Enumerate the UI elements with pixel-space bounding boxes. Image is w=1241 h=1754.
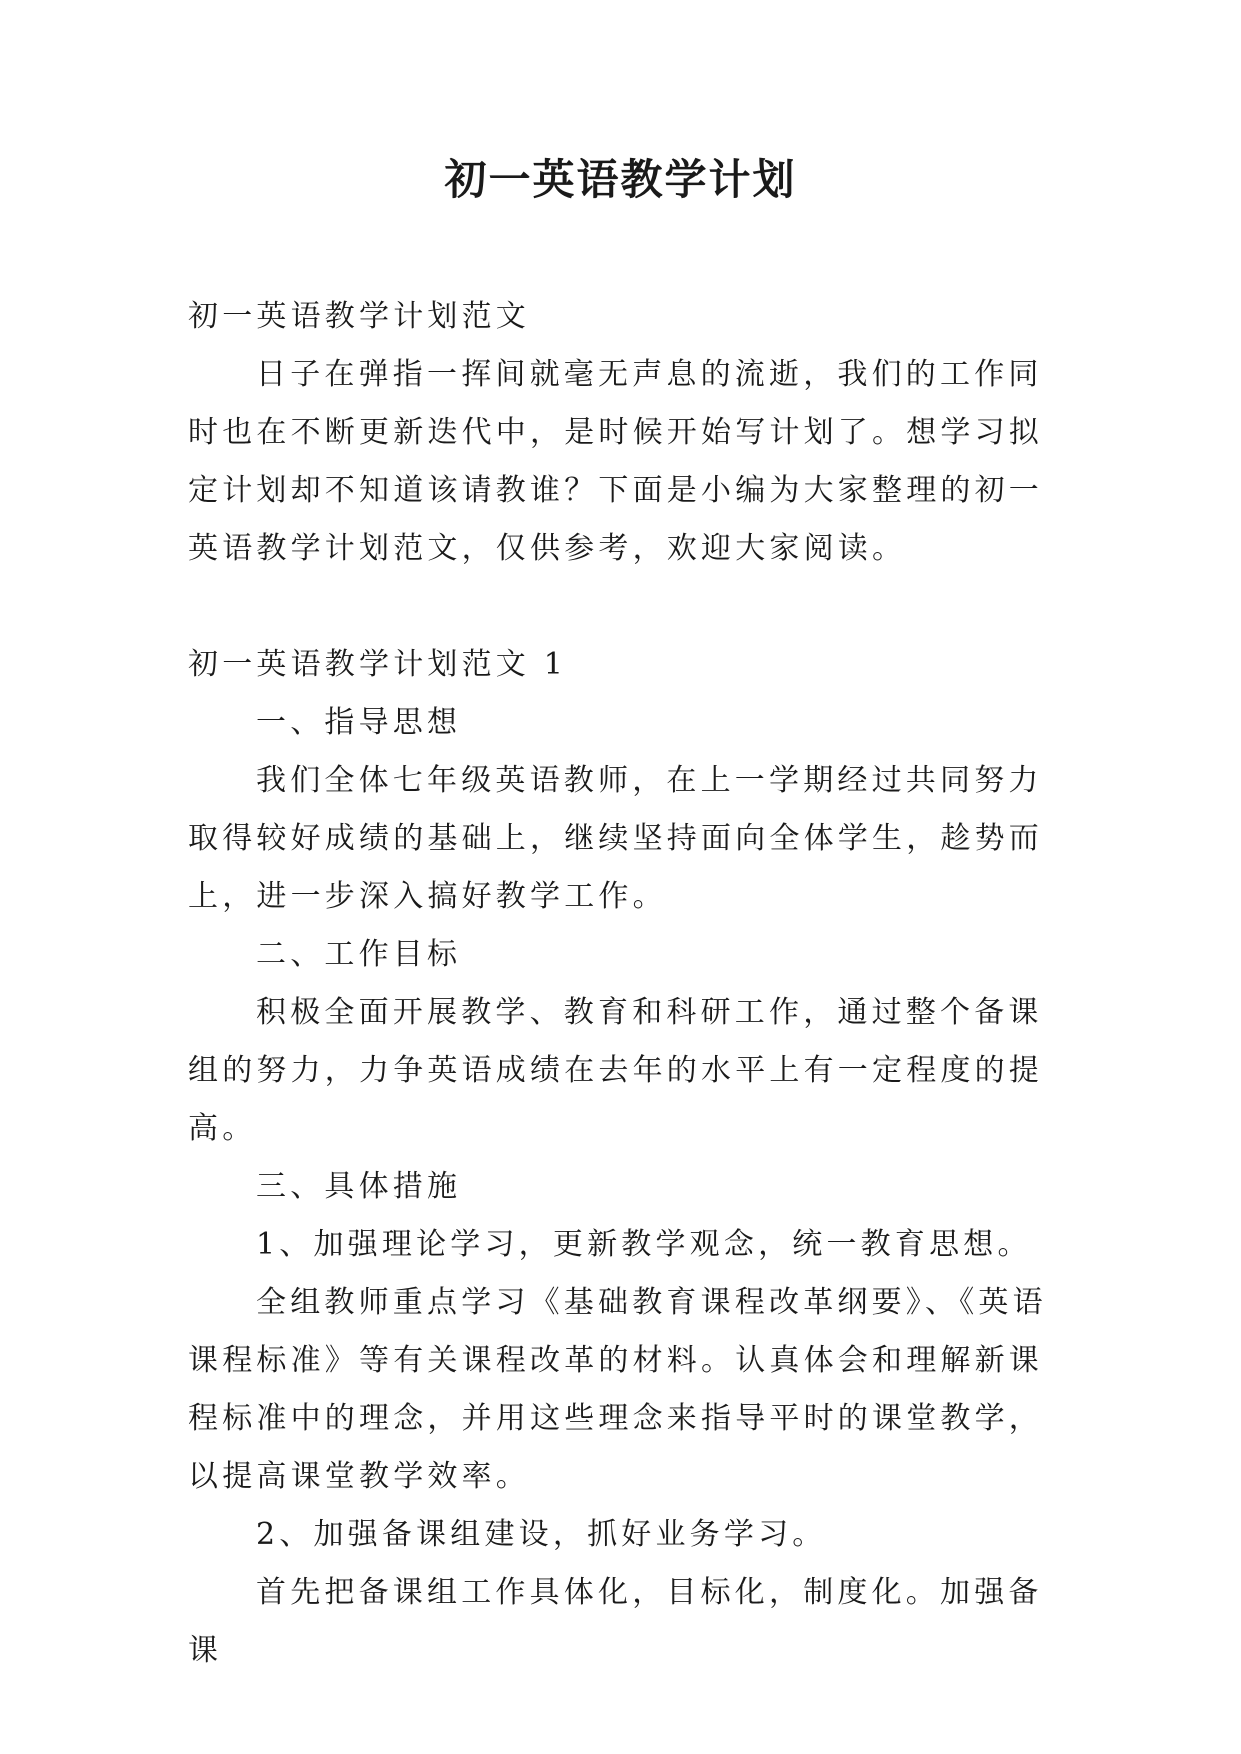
- paragraph: 积极全面开展教学、教育和科研工作，通过整个备课组的努力，力争英语成绩在去年的水平上有一定程度的提高。: [188, 995, 1043, 1146]
- document-body: [188, 288, 1058, 1680]
- paragraph: 二、工作目标: [256, 937, 462, 972]
- paragraph: 2、加强备课组建设，抓好业务学习。: [256, 1517, 827, 1552]
- paragraph: 初一英语教学计划范文: [188, 299, 530, 334]
- paragraph: 日子在弹指一挥间就毫无声息的流逝，我们的工作同时也在不断更新迭代中，是时候开始写计划了。想学习拟定计划却不知道该请教谁？下面是小编为大家整理的初一英语教学计划范文，仅供参考，欢迎大家阅读。: [188, 357, 1043, 566]
- paragraph: 全组教师重点学习《基础教育课程改革纲要》、《英语课程标准》等有关课程改革的材料。认真体会和理解新课程标准中的理念，并用这些理念来指导平时的课堂教学，以提高课堂教学效率。: [188, 1285, 1047, 1494]
- paragraph: 1、加强理论学习，更新教学观念，统一教育思想。: [256, 1227, 1032, 1262]
- paragraph: 初一英语教学计划范文 1: [188, 647, 568, 682]
- paragraph: 三、具体措施: [256, 1169, 462, 1204]
- paragraph: 一、指导思想: [256, 705, 462, 740]
- document-title: 初一英语教学计划: [444, 155, 797, 204]
- paragraph: 我们全体七年级英语教师，在上一学期经过共同努力取得较好成绩的基础上，继续坚持面向全体学生，趁势而上，进一步深入搞好教学工作。: [188, 763, 1043, 914]
- paragraph: 首先把备课组工作具体化，目标化，制度化。加强备课: [188, 1575, 1043, 1668]
